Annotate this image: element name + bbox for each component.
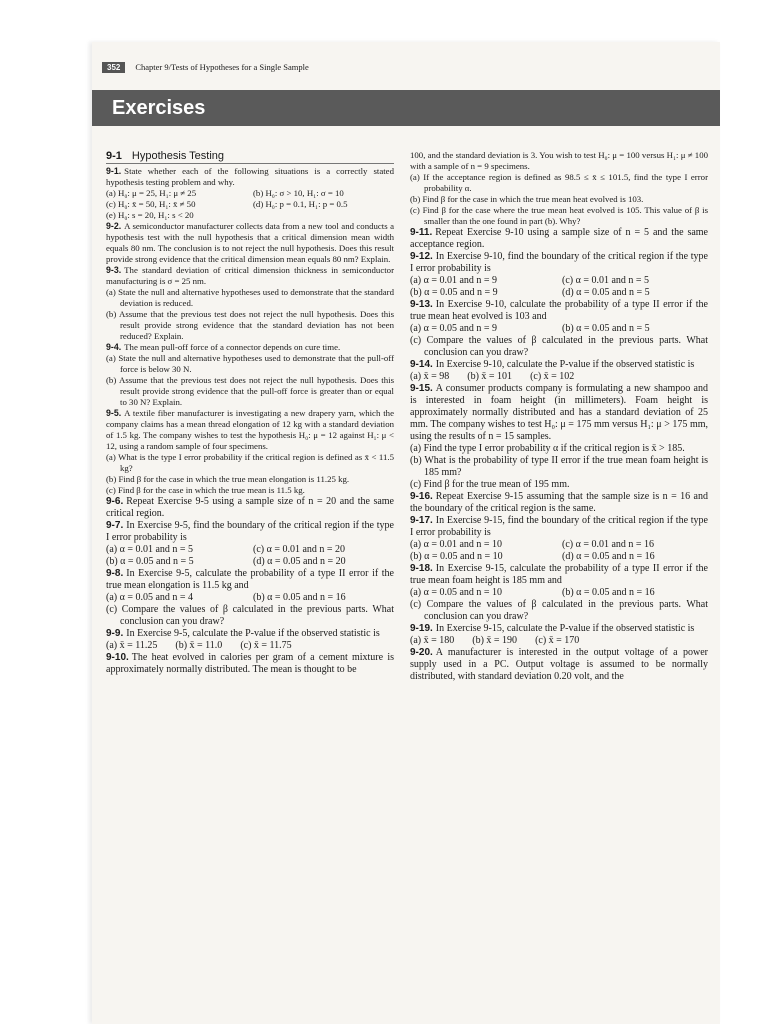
exercise-number: 9-18. bbox=[410, 563, 433, 574]
exercise-part: (a) α = 0.01 and n = 10 bbox=[410, 539, 503, 550]
left-column bbox=[106, 166, 394, 676]
exercise-part: (e) H₀: s = 20, H₁: s < 20 bbox=[106, 210, 194, 220]
exercise-parts-grid bbox=[106, 544, 394, 568]
exercise-item bbox=[410, 227, 708, 251]
exercise-number: 9-8. bbox=[106, 568, 124, 579]
exercise-part: (b) x̄ = 101 bbox=[467, 371, 513, 382]
exercise-part: (c) Compare the values of β calculated in the previous parts. What conclusion can you draw? bbox=[410, 335, 708, 358]
exercise-item bbox=[410, 491, 708, 515]
exercise-part: (c) x̄ = 11.75 bbox=[240, 640, 292, 651]
exercise-number: 9-17. bbox=[410, 515, 433, 526]
exercise-part: (b) α = 0.05 and n = 5 bbox=[562, 323, 650, 334]
exercise-statement bbox=[410, 647, 708, 683]
exercise-number: 9-9. bbox=[106, 628, 124, 639]
exercise-part: (d) α = 0.05 and n = 20 bbox=[253, 556, 346, 567]
section-number: 9-1 bbox=[106, 150, 122, 162]
exercises-banner bbox=[92, 90, 720, 126]
exercise-text: A semiconductor manufacturer collects data from a new tool and conducts a hypothesis test with the null hypothesis that a critical dimension mean width equals 80 nm. The conclusion is to not reject the null hypothesis. Does this result provide strong evidence that the critical dimension mean equals 80 nm? Explain. bbox=[106, 221, 394, 264]
exercise-statement bbox=[410, 299, 708, 323]
exercise-text: In Exercise 9-10, find the boundary of the critical region if the type I error probability is bbox=[410, 251, 708, 274]
exercise-part: (a) x̄ = 11.25 bbox=[106, 640, 158, 651]
exercise-part: (c) Compare the values of β calculated in the previous parts. What conclusion can you draw? bbox=[106, 604, 394, 627]
exercise-part: (b) Find β for the case in which the true mean heat evolved is 103. bbox=[410, 194, 644, 204]
exercise-statement bbox=[410, 251, 708, 275]
banner-title: Exercises bbox=[112, 96, 206, 119]
exercise-part: (d) α = 0.05 and n = 5 bbox=[562, 287, 650, 298]
exercise-part: (a) H₀: μ = 25, H₁: μ ≠ 25 bbox=[106, 188, 197, 198]
exercise-part: (a) α = 0.05 and n = 9 bbox=[410, 323, 498, 334]
exercise-statement bbox=[410, 227, 708, 251]
exercise-parts-row bbox=[410, 635, 708, 647]
exercise-part: (b) H₀: σ > 10, H₁: σ = 10 bbox=[253, 188, 344, 198]
exercise-number: 9-5. bbox=[106, 408, 122, 418]
exercise-number: 9-14. bbox=[410, 359, 433, 370]
exercise-text: In Exercise 9-5, calculate the probability of a type II error if the true mean elongation is 11.5 kg and bbox=[106, 568, 394, 591]
exercise-part: (b) α = 0.05 and n = 9 bbox=[410, 287, 498, 298]
exercise-parts-grid bbox=[410, 323, 708, 335]
exercise-part: (a) α = 0.05 and n = 10 bbox=[410, 587, 503, 598]
exercise-parts-grid bbox=[410, 587, 708, 599]
exercise-text: The standard deviation of critical dimension thickness in semiconductor manufacturing is σ = 25 nm. bbox=[106, 265, 394, 286]
exercise-item bbox=[106, 221, 394, 265]
exercise-item bbox=[410, 359, 708, 383]
exercise-text: 100, and the standard deviation is 3. You wish to test H₀: μ = 100 versus H₁: μ ≠ 100 with a sample of n = 9 specimens. bbox=[410, 150, 708, 171]
exercise-part: (b) α = 0.05 and n = 5 bbox=[106, 556, 194, 567]
exercise-number: 9-7. bbox=[106, 520, 124, 531]
exercise-part: (c) α = 0.01 and n = 16 bbox=[562, 539, 655, 550]
exercise-part: (a) α = 0.05 and n = 4 bbox=[106, 592, 194, 603]
exercise-statement bbox=[410, 491, 708, 515]
section-heading bbox=[106, 150, 394, 164]
exercise-text: In Exercise 9-10, calculate the P-value if the observed statistic is bbox=[435, 359, 695, 370]
exercise-statement bbox=[106, 496, 394, 520]
exercise-number: 9-11. bbox=[410, 227, 433, 238]
running-header bbox=[102, 60, 309, 74]
exercise-parts-row bbox=[410, 371, 708, 383]
exercise-part: (d) α = 0.05 and n = 16 bbox=[562, 551, 655, 562]
page-number: 352 bbox=[102, 62, 125, 73]
exercise-part: (a) State the null and alternative hypotheses used to demonstrate that the pull-off force is below 30 N. bbox=[106, 353, 394, 374]
exercise-number: 9-3. bbox=[106, 265, 122, 275]
exercise-item bbox=[410, 251, 708, 299]
exercise-part: (b) Assume that the previous test does not reject the null hypothesis. Does this result provide strong evidence that the standard deviation has not been reduced? Explain. bbox=[106, 309, 394, 341]
exercise-part: (a) x̄ = 180 bbox=[410, 635, 455, 646]
exercise-text: The mean pull-off force of a connector depends on cure time. bbox=[124, 342, 341, 352]
exercise-part: (b) x̄ = 190 bbox=[472, 635, 518, 646]
exercise-text: A manufacturer is interested in the output voltage of a power supply used in a PC. Output voltage is assumed to be normally distributed, with standard deviation 0.20 volt, and the bbox=[410, 647, 708, 682]
exercise-text: In Exercise 9-15, calculate the P-value if the observed statistic is bbox=[435, 623, 695, 634]
exercise-number: 9-1. bbox=[106, 166, 122, 176]
exercise-part: (b) Assume that the previous test does not reject the null hypothesis. Does this result provide strong evidence that the pull-off force is greater than or equal to 30 N? Explain. bbox=[106, 375, 394, 407]
exercise-text: In Exercise 9-5, calculate the P-value if the observed statistic is bbox=[126, 628, 380, 639]
exercise-part: (c) Find β for the true mean of 195 mm. bbox=[410, 479, 570, 490]
exercise-item bbox=[410, 515, 708, 563]
exercise-number: 9-19. bbox=[410, 623, 433, 634]
exercise-number: 9-20. bbox=[410, 647, 433, 658]
exercise-part: (c) H₀: x̄ = 50, H₁: x̄ ≠ 50 bbox=[106, 199, 196, 209]
exercise-text: In Exercise 9-5, find the boundary of the critical region if the type I error probability is bbox=[106, 520, 394, 543]
exercise-item bbox=[106, 652, 394, 676]
exercise-part: (a) Find the type I error probability α if the critical region is x̄ > 185. bbox=[410, 443, 685, 454]
exercise-statement bbox=[106, 520, 394, 544]
exercise-text: In Exercise 9-10, calculate the probability of a type II error if the true mean heat evolved is 103 and bbox=[410, 299, 708, 322]
exercise-text: A textile fiber manufacturer is investigating a new drapery yarn, which the company claims has a mean thread elongation of 12 kg with a standard deviation of 1.5 kg. The company wishes to test the hypothesis H₀: μ = 12 against H₁: μ < 12, using a random sample of four specimens. bbox=[106, 408, 394, 451]
exercise-part: (a) What is the type I error probability if the critical region is defined as x̄ < 11.5 kg? bbox=[106, 452, 394, 473]
exercise-part: (a) If the acceptance region is defined as 98.5 ≤ x̄ ≤ 101.5, find the type I error probability α. bbox=[410, 172, 708, 193]
exercise-statement bbox=[410, 150, 708, 172]
exercise-statement bbox=[106, 342, 394, 353]
exercise-part: (b) α = 0.05 and n = 16 bbox=[253, 592, 346, 603]
exercise-part: (b) α = 0.05 and n = 16 bbox=[562, 587, 655, 598]
exercise-part: (a) State the null and alternative hypotheses used to demonstrate that the standard deviation is reduced. bbox=[106, 287, 394, 308]
exercise-statement bbox=[410, 383, 708, 443]
exercise-parts-grid bbox=[106, 592, 394, 604]
exercise-parts-grid bbox=[410, 539, 708, 563]
section-title: Hypothesis Testing bbox=[131, 150, 225, 162]
exercise-statement bbox=[106, 652, 394, 676]
exercise-item bbox=[106, 568, 394, 628]
exercise-statement bbox=[106, 408, 394, 452]
exercise-part: (c) Compare the values of β calculated in the previous parts. What conclusion can you draw? bbox=[410, 599, 708, 622]
exercise-number: 9-15. bbox=[410, 383, 433, 394]
exercise-part: (b) x̄ = 11.0 bbox=[175, 640, 223, 651]
exercise-parts-grid bbox=[410, 275, 708, 299]
exercise-statement bbox=[410, 563, 708, 587]
exercise-part: (b) α = 0.05 and n = 10 bbox=[410, 551, 503, 562]
exercise-item bbox=[410, 150, 708, 227]
exercise-part: (d) H₀: p = 0.1, H₁: p = 0.5 bbox=[253, 199, 348, 209]
exercise-number: 9-6. bbox=[106, 496, 124, 507]
exercise-number: 9-4. bbox=[106, 342, 122, 352]
exercise-statement bbox=[410, 359, 708, 371]
exercise-item bbox=[106, 342, 394, 408]
exercise-part: (c) Find β for the case in which the true mean is 11.5 kg. bbox=[106, 485, 305, 495]
exercise-item bbox=[410, 563, 708, 623]
exercise-statement bbox=[106, 166, 394, 188]
exercise-number: 9-10. bbox=[106, 652, 129, 663]
exercise-part: (b) Find β for the case in which the true mean elongation is 11.25 kg. bbox=[106, 474, 350, 484]
exercise-part: (c) x̄ = 102 bbox=[530, 371, 575, 382]
exercise-text: Repeat Exercise 9-5 using a sample size of n = 20 and the same critical region. bbox=[106, 496, 394, 519]
exercise-statement bbox=[410, 515, 708, 539]
exercise-item bbox=[410, 647, 708, 683]
exercise-item bbox=[410, 383, 708, 491]
exercise-number: 9-12. bbox=[410, 251, 433, 262]
exercise-number: 9-13. bbox=[410, 299, 433, 310]
exercise-statement bbox=[106, 568, 394, 592]
exercise-part: (b) What is the probability of type II error if the true mean foam height is 185 mm? bbox=[410, 455, 708, 478]
exercise-part: (c) x̄ = 170 bbox=[535, 635, 580, 646]
exercise-part: (c) Find β for the case where the true mean heat evolved is 105. This value of β is smaller than the one found in part (b). Why? bbox=[410, 205, 708, 226]
exercise-part: (a) α = 0.01 and n = 9 bbox=[410, 275, 498, 286]
exercise-item bbox=[106, 408, 394, 496]
exercise-item bbox=[410, 623, 708, 647]
exercise-item bbox=[106, 166, 394, 221]
exercise-statement bbox=[106, 221, 394, 265]
exercise-text: State whether each of the following situations is a correctly stated hypothesis testing problem and why. bbox=[106, 166, 394, 187]
exercise-item bbox=[106, 628, 394, 652]
right-column bbox=[410, 150, 708, 683]
exercise-number: 9-16. bbox=[410, 491, 433, 502]
exercise-item bbox=[410, 299, 708, 359]
exercise-statement bbox=[106, 265, 394, 287]
exercise-parts-grid bbox=[106, 188, 394, 221]
exercise-text: A consumer products company is formulating a new shampoo and is interested in foam height (in millimeters). Foam height is approximately normally distributed and has a standard deviation of 25 mm. The company wishes to test H₀: μ = 175 mm versus H₁: μ > 175 mm, using the results of n = 15 samples. bbox=[410, 383, 708, 442]
exercise-statement bbox=[106, 628, 394, 640]
exercise-text: In Exercise 9-15, calculate the probability of a type II error if the true mean foam height is 185 mm and bbox=[410, 563, 708, 586]
exercise-text: In Exercise 9-15, find the boundary of the critical region if the type I error probability is bbox=[410, 515, 708, 538]
exercise-text: The heat evolved in calories per gram of a cement mixture is approximately normally distributed. The mean is thought to be bbox=[106, 652, 394, 675]
exercise-part bbox=[253, 210, 394, 221]
exercise-part: (c) α = 0.01 and n = 5 bbox=[562, 275, 650, 286]
exercise-parts-row bbox=[106, 640, 394, 652]
exercise-text: Repeat Exercise 9-10 using a sample size of n = 5 and the same acceptance region. bbox=[410, 227, 708, 250]
exercise-item bbox=[106, 265, 394, 342]
exercise-part: (a) x̄ = 98 bbox=[410, 371, 450, 382]
exercise-part: (c) α = 0.01 and n = 20 bbox=[253, 544, 346, 555]
exercise-statement bbox=[410, 623, 708, 635]
running-title: Chapter 9/Tests of Hypotheses for a Single Sample bbox=[135, 62, 309, 72]
textbook-page bbox=[92, 42, 720, 1024]
exercise-item bbox=[106, 496, 394, 520]
exercise-number: 9-2. bbox=[106, 221, 122, 231]
exercise-part: (a) α = 0.01 and n = 5 bbox=[106, 544, 194, 555]
exercise-item bbox=[106, 520, 394, 568]
exercise-text: Repeat Exercise 9-15 assuming that the sample size is n = 16 and the boundary of the critical region is the same. bbox=[410, 491, 708, 514]
